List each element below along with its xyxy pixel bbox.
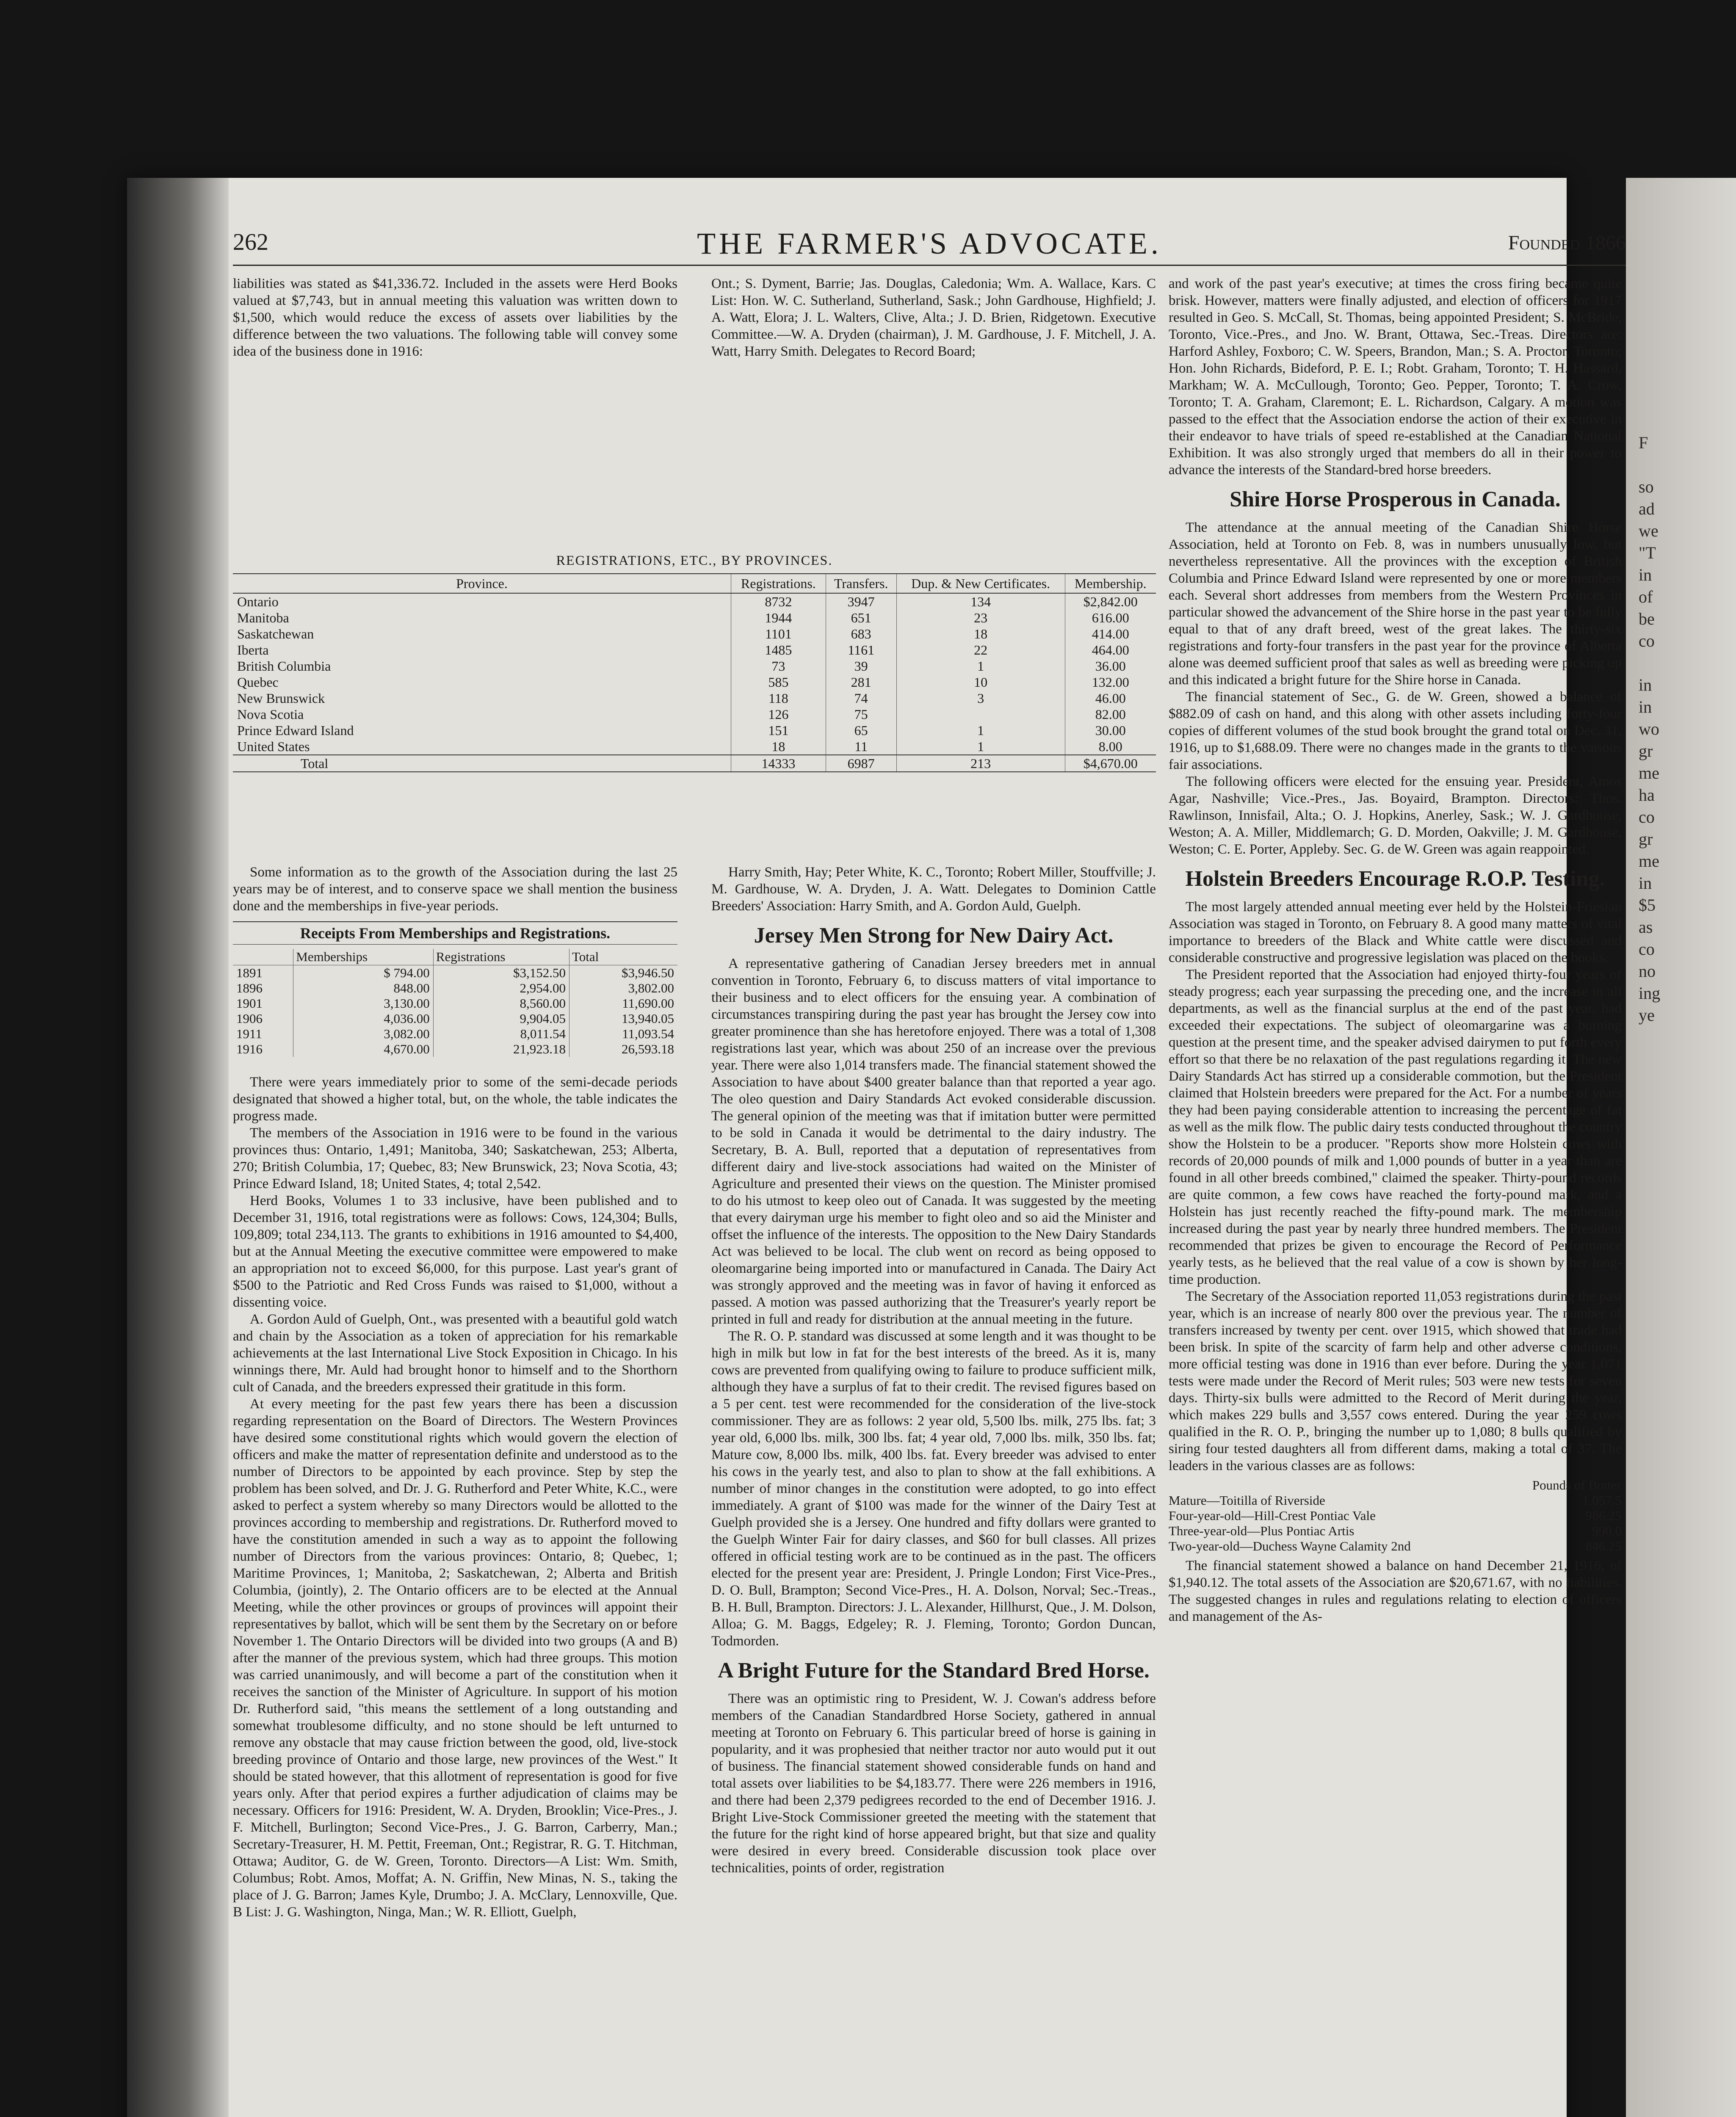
jersey-heading: Jersey Men Strong for New Dairy Act. <box>754 923 1114 948</box>
table-cell: 8.00 <box>1065 738 1156 755</box>
table-cell: $ 794.00 <box>293 965 434 981</box>
column-header <box>233 949 293 965</box>
table-cell: Three-year-old—Plus Pontiac Artis <box>1169 1523 1355 1538</box>
table-cell: 10 <box>896 674 1065 690</box>
table-total-row <box>233 755 1156 772</box>
table-row <box>233 981 677 996</box>
column-header: Province. <box>233 574 731 593</box>
column-header: Registrations. <box>731 574 826 593</box>
table-cell: Quebec <box>237 674 279 690</box>
table-cell: 1101 <box>731 626 826 642</box>
table-cell: 65 <box>826 722 896 738</box>
table-cell: 73 <box>731 658 826 674</box>
paragraph: The financial statement showed a balance on hand December 21, 1916, of $1,940.12. The total assets of the Association are $20,671.67, with no liabilities. The suggested changes in rules and regulations relating to election of officers and management of the As- <box>1169 1558 1622 1624</box>
paragraph: At every meeting for the past few years there has been a discussion regarding representation on the Board of Directors. The Western Provinces have desired some constitutional rights which would govern the election of officers and make the matter of representation definite and understood as to the number of Directors to be appointed by each province. Step by step the problem has been solved, and Dr. J. G. Rutherford and Peter White, K.C., were asked to perfect a system whereby so many Directors would be allotted to the provinces according to membership and registrations. Dr. Rutherford moved to have the constitution amended in such a way as to appoint the following number of Directors from the various provinces: Ontario, 8; Quebec, 1; Maritime Provinces, 1; Manitoba, 2; Saskatchewan, 2; Alberta and British Columbia, (jointly), 2. The Ontario officers are to be elected at the Annual Meeting, while the other provinces or groups of provinces will appoint their representatives by ballot, which will be sent them by the Secretary on or before November 1. The Ontario Directors will be divided into two groups (A and B) after the manner of the previous system, which had three groups. This motion was carried unanimously, and will become a part of the constitution when it receives the sanction of the Minister of Agriculture. In support of his motion Dr. Rutherford said, "this means the settlement of a long outstanding and somewhat troublesome difficulty, and no stone should be left unturned to remove any obstacle that may cause friction between the good, old, live-stock breeding province of Ontario and those large, new provinces of the West." It should be stated however, that this allotment of representation is good for five years only. After that period expires a further adjudication of claims may be necessary. Officers for 1916: President, W. A. Dryden, Brooklin; Vice-Pres., J. F. Mitchell, Burlington; Second Vice-Pres., J. G. Barron, Carberry, Man.; Secretary-Treasurer, H. M. Pettit, Freeman, Ont.; Registrar, R. G. T. Hitchman, Ottawa; Auditor, G. de W. Green, Toronto. Directors—A List: Wm. Smith, Columbus; Robt. Amos, Moffat; A. N. Griffin, New Minas, N. S., taking the place of J. G. Barron; James Kyle, Drumbo; J. A. McClary, Lennoxville, Que. B List: J. G. Washington, Ninga, Man.; W. R. Elliott, Guelph, <box>233 1396 677 1920</box>
table-cell: 1161 <box>826 642 896 658</box>
table-row <box>233 965 677 981</box>
table-cell: Saskatchewan <box>237 626 314 641</box>
table-cell: 132.00 <box>1065 674 1156 690</box>
table-cell: 1485 <box>731 642 826 658</box>
table-row <box>1169 1539 1622 1554</box>
table-cell: 75 <box>826 706 896 722</box>
table-header-row <box>233 574 1156 593</box>
paragraph: and work of the past year's executive; at times the cross firing became quite brisk. However, matters were finally adjusted, and election of officers for 1917 resulted in Geo. S. McCall, St. Thomas, being appointed President; S. McBride, Toronto, Vice.-Pres., and Jno. W. Brant, Ottawa, Sec.-Treas. Directors are: Harford Ashley, Foxboro; C. W. Speers, Brandon, Man.; S. A. Proctor, Toronto; Hon. John Richards, Bideford, P. E. I.; Robt. Graham, Toronto; T. H. Hassard, Markham; W. A. McCullough, Toronto; Geo. Pepper, Toronto; T. A. Crow, Toronto; T. A. Graham, Claremont; E. L. Richardson, Calgary. A motion was passed to the effect that the Association endorse the action of their executive in their endeavor to have trials of speed re-established at the Canadian National Exhibition. It was also strongly urged that members do all in their power to advance the interests of the Standard-bred horse breeders. <box>1169 276 1622 478</box>
table-cell: 986.25 <box>1585 1508 1622 1523</box>
table-row <box>233 593 1156 610</box>
paragraph: The most largely attended annual meeting ever held by the Holstein-Friesian Association was staged in Toronto, on February 8. A good many matters of vital importance to breeders of the Black and White cattle were discussed and considerable constructive and progressive legislation was placed on the books. <box>1169 899 1622 965</box>
paragraph: Harry Smith, Hay; Peter White, K. C., Toronto; Robert Miller, Stouffville; J. M. Gardhouse, W. A. Dryden, J. A. Watt. Delegates to Dominion Cattle Breeders' Association: Harry Smith, and A. Gordon Auld, Guelph. <box>711 865 1156 914</box>
next-page-text: F so ad we "T in of be co in in wo gr me ha co gr me in $5 as co no ing ye <box>1639 433 1661 1025</box>
table-cell: 21,923.18 <box>433 1042 569 1057</box>
table-cell: Two-year-old—Duchess Wayne Calamity 2nd <box>1169 1539 1411 1553</box>
table-cell: $3,152.50 <box>433 965 569 981</box>
table-row <box>233 722 1156 738</box>
column-1-lower <box>233 864 677 1921</box>
founded-note: Founded 1866 <box>1508 232 1626 254</box>
table-cell: 13,940.05 <box>569 1011 677 1026</box>
paragraph: Some information as to the growth of the Association during the last 25 years may be of interest, and to conserve space we shall mention the business done and the memberships in five-year periods. <box>233 865 677 914</box>
table-cell: 3,082.00 <box>293 1026 434 1042</box>
table-cell: 14333 <box>731 755 826 772</box>
table-cell: 1944 <box>731 610 826 626</box>
table-row <box>233 706 1156 722</box>
table-cell: 414.00 <box>1065 626 1156 642</box>
table-cell: 1906 <box>236 1011 263 1026</box>
page-header <box>233 229 1626 263</box>
table-cell: 1896 <box>236 981 263 995</box>
table-cell: 616.00 <box>1065 610 1156 626</box>
page-number: 262 <box>233 229 268 255</box>
receipts-table <box>233 949 677 1057</box>
book-binding <box>127 178 229 2117</box>
table-cell: 22 <box>896 642 1065 658</box>
table-cell: 1 <box>896 658 1065 674</box>
table-cell: 3 <box>896 690 1065 706</box>
table-cell: 3,802.00 <box>569 981 677 996</box>
table-row <box>233 610 1156 626</box>
table-header-row <box>233 949 677 965</box>
table-cell: 8,560.00 <box>433 996 569 1011</box>
table-cell: 30.00 <box>1065 722 1156 738</box>
table-cell: 18 <box>896 626 1065 642</box>
table-cell: 39 <box>826 658 896 674</box>
next-page-edge <box>1626 178 1736 2117</box>
table-cell: 6987 <box>826 755 896 772</box>
table-cell: 2,954.00 <box>433 981 569 996</box>
magazine-page <box>127 178 1661 2117</box>
table-cell: 26,593.18 <box>569 1042 677 1057</box>
paragraph: A. Gordon Auld of Guelph, Ont., was presented with a beautiful gold watch and chain by the Association as a token of appreciation for his remarkable achievements at the last International Live Stock Exposition in Chicago. In his winnings there, Mr. Auld had brought honor to himself and to the Shorthorn cult of Canada, and the breeders expressed their gratitude in this form. <box>233 1312 677 1395</box>
shire-heading: Shire Horse Prosperous in Canada. <box>1230 487 1561 511</box>
table-cell: 4,670.00 <box>293 1042 434 1057</box>
table-cell: 11,093.54 <box>569 1026 677 1042</box>
table-cell: 848.00 <box>293 981 434 996</box>
column-header: Total <box>569 949 677 965</box>
table-row <box>233 1026 677 1042</box>
table-cell: 1 <box>896 738 1065 755</box>
column-2-top <box>711 275 1156 360</box>
table-cell: 1901 <box>236 996 263 1011</box>
paragraph: Ont.; S. Dyment, Barrie; Jas. Douglas, Caledonia; Wm. A. Wallace, Kars. C List: Hon. W. C. Sutherland, Sutherland, Sask.; John Gardhouse, Highfield; J. A. Watt, Elora; J. L. Walters, Clive, Alta.; J. D. Brien, Ridgetown. Executive Committee.—W. A. Dryden (chairman), J. M. Gardhouse, J. F. Mitchell, J. A. Watt, Harry Smith. Delegates to Record Board; <box>711 276 1156 359</box>
table-cell: 3947 <box>826 593 896 610</box>
table-row <box>233 996 677 1011</box>
table-row <box>1169 1493 1622 1508</box>
paragraph: The Secretary of the Association reported 11,053 registrations during the past year, which is an increase of nearly 800 over the previous year. The number of transfers increased by twenty per cent. over 1915, which showed that trade had been brisk. In spite of the scarcity of farm help and other adverse conditions, more official testing was done in 1916 than ever before. During the year 1,071 tests were made under the Record of Merit rules; 503 were new tests for seven days. Thirty-six bulls were admitted to the Record of Merit during the year, which makes 229 bulls and 3,557 cows entered. During the year 259 cows qualified in the R. O. P., bringing the number up to 1,080; 8 bulls qualified by siring four tested daughters all from different dams, making a total of 37. The leaders in the various classes are as follows: <box>1169 1289 1622 1473</box>
table-cell: $3,946.50 <box>569 965 677 981</box>
table-cell: 118 <box>731 690 826 706</box>
table-cell: 36.00 <box>1065 658 1156 674</box>
table-row <box>233 642 1156 658</box>
paragraph: The R. O. P. standard was discussed at some length and it was thought to be high in milk but low in fat for the best interests of the breed. As it is, many cows are prevented from qualifying owing to failure to produce sufficient milk, although they have a surplus of fat to their credit. The revised figures based on a 5 per cent. test were recommended for the consideration of the live-stock commissioner. They are as follows: 2 year old, 5,500 lbs. milk, 275 lbs. fat; 3 year old, 6,000 lbs. milk, 300 lbs. fat; 4 year old, 7,000 lbs. milk, 350 lbs. fat; Mature cow, 8,000 lbs. milk, 400 lbs. fat. Every breeder was advised to enter his cows in the yearly test, and also to plan to show at the fall exhibitions. A number of minor changes in the constitution were adopted, to go into effect immediately. A grant of $100 was made for the winner of the Dairy Test at Guelph provided she is a Jersey. One hundred and fifty dollars were granted to the Guelph Winter Fair for dairy classes, and $60 for bull classes. All prizes offered in official testing work are to be continued as in the past. The officers elected for the present year are: President, J. Pringle London; First Vice-Pres., D. O. Bull, Brampton; Second Vice-Pres., H. A. Dolson, Norval; Sec.-Treas., B. H. Bull, Brampton. Directors: J. L. Alexander, Hillhurst, Que., J. M. Dolson, Alloa; G. M. Baggs, Edgeley; R. J. Fleming, Toronto; Gordon Duncan, Todmorden. <box>711 1329 1156 1649</box>
table-cell: Ontario <box>237 594 279 609</box>
table-caption: REGISTRATIONS, ETC., BY PROVINCES. <box>556 553 833 568</box>
table-cell: 8732 <box>731 593 826 610</box>
table-row <box>233 1011 677 1026</box>
table-cell: 1,057.5 <box>1582 1493 1622 1508</box>
receipts-title: Receipts From Memberships and Registrations. <box>233 921 677 945</box>
paragraph: Herd Books, Volumes 1 to 33 inclusive, have been published and to December 31, 1916, total registrations were as follows: Cows, 124,304; Bulls, 109,809; total 234,113. The grants to exhibitions in 1916 amounted to $4,400, but at the Annual Meeting the executive committee were empowered to make an appropriation not to exceed $6,000, for this purpose. Last year's grant of $500 to the Patriotic and Red Cross Funds was raised to $1,000, without a dissenting voice. <box>233 1193 677 1310</box>
registrations-table <box>233 553 1156 772</box>
table-cell: British Columbia <box>237 658 331 674</box>
table-cell: Iberta <box>237 642 269 658</box>
table-cell: Nova Scotia <box>237 707 304 722</box>
table-cell: 126 <box>731 706 826 722</box>
table-cell: 1916 <box>236 1042 263 1056</box>
table-row <box>233 738 1156 755</box>
column-header: Transfers. <box>826 574 896 593</box>
table-cell: United States <box>237 739 310 754</box>
table-cell: New Brunswick <box>237 691 325 706</box>
table-cell <box>896 706 1065 722</box>
table-cell: 651 <box>826 610 896 626</box>
table-row <box>1169 1508 1622 1523</box>
table-cell: 151 <box>731 722 826 738</box>
column-1-top <box>233 275 677 360</box>
column-header: Membership. <box>1065 574 1156 593</box>
table-row <box>233 690 1156 706</box>
column-header: Memberships <box>293 949 434 965</box>
table-cell: 23 <box>896 610 1065 626</box>
paragraph: The members of the Association in 1916 were to be found in the various provinces thus: Ontario, 1,491; Manitoba, 340; Saskatchewan, 253; Alberta, 270; British Columbia, 17; Quebec, 83; New Brunswick, 23; Nova Scotia, 43; Prince Edward Island, 18; United States, 4; total 2,542. <box>233 1125 677 1191</box>
paragraph: liabilities was stated as $41,336.72. Included in the assets were Herd Books valued at $7,743, but in annual meeting this valuation was written down to $1,500, which would reduce the excess of assets over liabilities by the difference between the two valuations. The following table will convey some idea of the business done in 1916: <box>233 276 677 359</box>
publication-title: THE FARMER'S ADVOCATE. <box>697 227 1162 260</box>
header-rule <box>233 265 1626 266</box>
table-cell: 11 <box>826 738 896 755</box>
table-cell: 1 <box>896 722 1065 738</box>
table-cell: 3,130.00 <box>293 996 434 1011</box>
paragraph: The financial statement of Sec., G. de W. Green, showed a balance of $882.09 of cash on hand, and this along with other assets including forty-four copies of different volumes of the stud book brought the grand total on Dec. 31, 1916, up to $1,688.09. There were no changes made in the grants to the various fair associations. <box>1169 689 1622 772</box>
table-row <box>233 626 1156 642</box>
table-cell: Prince Edward Island <box>237 723 354 738</box>
table-cell: 846.25 <box>1585 1539 1622 1553</box>
paragraph: A representative gathering of Canadian Jersey breeders met in annual convention in Toronto, February 6, to discuss matters of vital importance to their business and to elect officers for the ensuing year. A combination of circumstances transpiring during the past year has brought the Jersey cow into greater prominence than she has heretofore enjoyed. There was a total of 1,308 registrations last year, which was about 250 of an increase over the previous year. There were also 1,014 transfers made. The financial statement showed the Association to have about $400 greater balance than that reported a year ago. The oleo question and Dairy Standards Act evoked considerable discussion. The general opinion of the meeting was that if imitation butter were permitted to be sold in Canada it would be detrimental to the dairy industry. The Secretary, B. A. Bull, reported that a deputation of representatives from different dairy and live-stock associations had waited on the Minister of Agriculture and presented their views on the question. The Minister promised to do his utmost to keep oleo out of Canada. It was suggested by the meeting that every dairyman urge his member to fight oleo and so aid the Minister and offset the influence of the interests. The opposition to the New Dairy Standards Act was believed to be local. The club went on record as being opposed to oleomargarine being imported into or manufactured in Canada. The Dairy Act was strongly approved and the meeting was in favor of having it enforced as passed. A motion was passed authorizing that the Treasurer's yearly report be printed in full and ready for distribution at the annual meeting in the future. <box>711 956 1156 1327</box>
table-row <box>233 658 1156 674</box>
table-cell: 213 <box>896 755 1065 772</box>
table-cell: 464.00 <box>1065 642 1156 658</box>
holstein-heading: Holstein Breeders Encourage R.O.P. Testing. <box>1185 867 1605 891</box>
paragraph: The following officers were elected for the ensuing year. President, Amos Agar, Nashville; Vice.-Pres., Jas. Boyaird, Brampton. Directors: Thos. Rawlinson, Innisfail, Alta.; O. J. Hopkins, Anerley, Sask.; W. J. Gardhouse, Weston; A. A. Miller, Middlemarch; G. D. Morden, Oakville; J. M. Gardhouse, Weston; C. E. Porter, Appleby. Sec. G. de W. Green was again reappointed. <box>1169 774 1622 857</box>
table-cell: 1891 <box>236 965 263 980</box>
table-cell: 82.00 <box>1065 706 1156 722</box>
column-header: Registrations <box>433 949 569 965</box>
table-cell: 134 <box>896 593 1065 610</box>
table-cell: 9,904.05 <box>433 1011 569 1026</box>
table-cell: 1911 <box>236 1026 262 1041</box>
table-row <box>233 674 1156 690</box>
table-cell: Manitoba <box>237 610 289 625</box>
column-2-lower <box>711 864 1156 1877</box>
column-3 <box>1169 275 1622 1625</box>
table-cell: 683 <box>826 626 896 642</box>
table-cell: 4,036.00 <box>293 1011 434 1026</box>
table-cell: Mature—Toitilla of Riverside <box>1169 1493 1325 1508</box>
leaders-table <box>1169 1478 1622 1554</box>
table-row <box>1169 1523 1622 1539</box>
table-cell: $4,670.00 <box>1065 755 1156 772</box>
table-row <box>233 1042 677 1057</box>
standard-heading: A Bright Future for the Standard Bred Horse. <box>718 1658 1150 1683</box>
paragraph: There was an optimistic ring to President, W. J. Cowan's address before members of the Canadian Standardbred Horse Society, gathered in annual meeting at Toronto on February 6. This particular breed of horse is gaining in popularity, and it was prophesied that neither tractor nor auto would put it out of business. The financial statement showed considerable funds on hand and total assets over liabilities to be $4,183.77. There were 226 members in 1916, and there had been 2,379 pedigrees recorded to the end of December 1916. J. Bright Live-Stock Commissioner greeted the meeting with the statement that the future for the right kind of horse appeared bright, but that size and quality were desired in every breed. Considerable discussion took place over technicalities, points of order, registration <box>711 1691 1156 1876</box>
table-cell: $2,842.00 <box>1065 593 1156 610</box>
paragraph: The attendance at the annual meeting of the Canadian Shire Horse Association, held at Toronto on Feb. 8, was in numbers unusually low, but nevertheless representative. All the provinces with the exception of British Columbia and Prince Edward Island were represented by one or more members each. Several short addresses from members from the Western Provinces in particular showed the advancement of the Shire horse in the past year to be fully equal to that of any draft breed, west of the great lakes. The thirty-six registrations and forty-four transfers in the past year for the province of Alberta alone was deemed sufficient proof that sales as well as breeding were picking up and this indicated a bright future for the Shire horse in Canada. <box>1169 520 1622 688</box>
column-header: Dup. & New Certificates. <box>896 574 1065 593</box>
table-cell: 18 <box>731 738 826 755</box>
table-cell: 11,690.00 <box>569 996 677 1011</box>
table-cell: 74 <box>826 690 896 706</box>
paragraph: There were years immediately prior to some of the semi-decade periods designated that showed a higher total, but, on the whole, the table indicates the progress made. <box>233 1075 677 1124</box>
table-cell: 8,011.54 <box>433 1026 569 1042</box>
pounds-header: Pounds of Butter <box>1532 1478 1621 1492</box>
paragraph: The President reported that the Association had enjoyed thirty-four years of steady progress; each year surpassing the preceding one, and the increase in all departments, as well as the financial surplus at the end of the past year, had exceeded their expectations. The subject of oleomargarine was a burning question at the present time, and the speaker advised dairymen to put forth every effort so that there be no relaxation of the past regulations regarding it. The new Dairy Standards Act has stirred up a considerable commotion, but the President claimed that Holstein breeders were prepared for the Act. For a number of years they had been paying considerable attention to increasing the percentage of fat as well as the milk flow. The public dairy tests conducted throughout the country show the Holstein to be a producer. "Reports show more Holstein cows with records of 20,000 pounds of milk and 1,000 pounds of butter in a year than are found in all other breeds combined," claimed the speaker. Thirty-pound records are quite common, a few cows have reached the forty-pound mark, and a Holstein has just recently reached the fifty-pound mark. The membership increased during the past year by nearly three hundred members. The President recommended that prizes be given to encourage the Record of Performance yearly tests, as he believed that the real value of a cow is shown by her long-time production. <box>1169 967 1622 1287</box>
table-cell: 990.0 <box>1592 1523 1622 1538</box>
table-cell: Four-year-old—Hill-Crest Pontiac Vale <box>1169 1508 1376 1523</box>
table-cell: 46.00 <box>1065 690 1156 706</box>
table-cell: 281 <box>826 674 896 690</box>
table-cell: 585 <box>731 674 826 690</box>
table-cell: Total <box>233 755 731 772</box>
